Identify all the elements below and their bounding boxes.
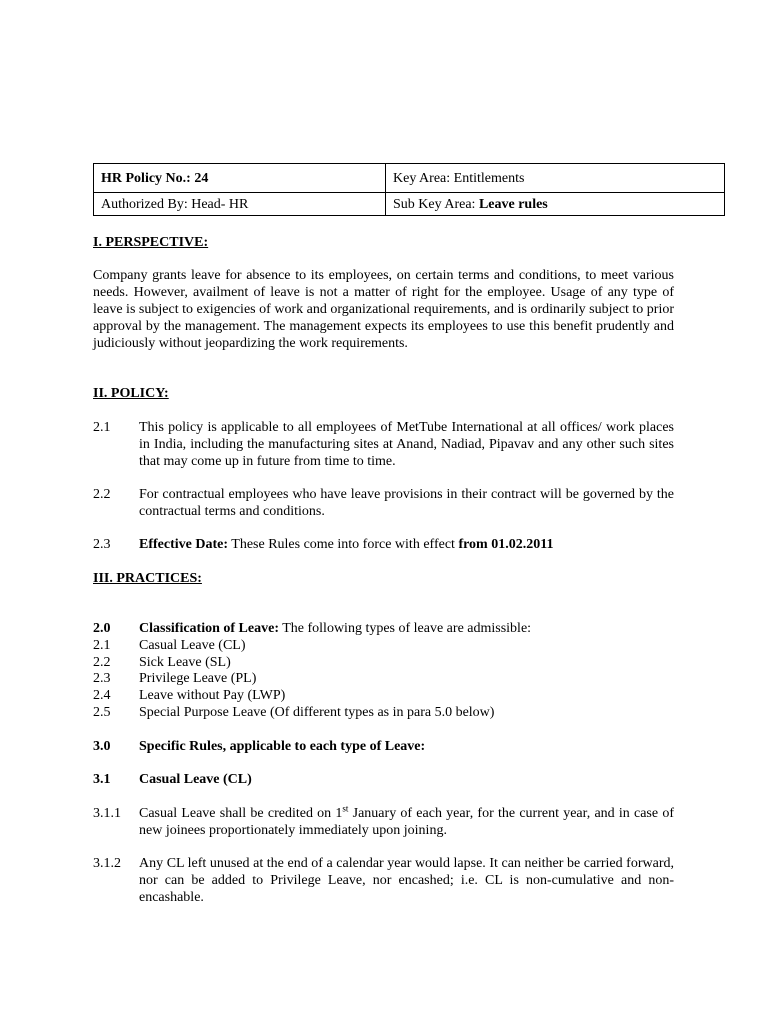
leave-type-item	[93, 687, 674, 704]
classification-text: The following types of leave are admissible:	[282, 621, 532, 636]
policy-item-number: 2.3	[93, 537, 111, 552]
leave-type-text: Sick Leave (SL)	[139, 655, 231, 670]
specific-rules-heading	[93, 738, 674, 755]
classification-of-leave	[93, 620, 674, 637]
authorized-by-cell	[94, 193, 386, 216]
key-area-cell	[386, 164, 725, 193]
sub-key-area-label: Sub Key Area:	[393, 196, 476, 212]
rule-text-start: Casual Leave shall be credited on 1	[139, 806, 343, 821]
leave-type-text: Special Purpose Leave (Of different types as in para 5.0 below)	[139, 705, 495, 720]
policy-item-effective-date	[93, 536, 674, 553]
rule-item	[93, 805, 674, 839]
policy-number-label: HR Policy No.:	[101, 170, 191, 186]
leave-type-item	[93, 704, 674, 721]
classification-line	[139, 620, 674, 637]
rule-number: 3.1.2	[93, 856, 121, 871]
policy-item	[93, 486, 674, 520]
effective-date-value: from 01.02.2011	[458, 537, 554, 552]
policy-number-cell	[94, 164, 386, 193]
rule-text	[139, 805, 674, 839]
policy-header-table	[93, 163, 725, 216]
leave-type-text: Casual Leave (CL)	[139, 638, 246, 653]
perspective-paragraph: Company grants leave for absence to its employees, on certain terms and conditions, to meet various needs. However, availment of leave is not a matter of right for the employee. Usage of any type of leave is subject to exigencies of work and organizational requirements, and is ordinarily subject to prior approval by the management. The management expects its employees to use this benefit prudently and judiciously without jeopardizing the work requirements.	[93, 268, 674, 351]
practices-heading: III. PRACTICES:	[93, 571, 202, 586]
sub-key-area-value: Leave rules	[478, 196, 548, 212]
casual-leave-heading	[93, 771, 674, 788]
authorized-by-value: Head- HR	[191, 196, 249, 212]
leave-type-number: 2.2	[93, 655, 111, 670]
rule-number: 3.1.1	[93, 806, 121, 821]
authorized-by-label: Authorized By:	[101, 196, 188, 212]
header-row-1	[94, 164, 725, 193]
key-area-label: Key Area:	[393, 170, 451, 186]
effective-date-line	[139, 536, 674, 553]
policy-heading: II. POLICY:	[93, 386, 169, 401]
effective-date-label: Effective Date:	[139, 537, 229, 552]
policy-item	[93, 419, 674, 470]
policy-item-number: 2.2	[93, 487, 111, 502]
policy-item-text: For contractual employees who have leave provisions in their contract will be governed by the contractual terms and conditions.	[139, 487, 674, 519]
leave-type-item	[93, 637, 674, 654]
specific-rules-number: 3.0	[93, 739, 111, 754]
leave-type-text: Privilege Leave (PL)	[139, 671, 257, 686]
casual-leave-number: 3.1	[93, 772, 111, 787]
perspective-heading: I. PERSPECTIVE:	[93, 235, 209, 250]
leave-type-number: 2.1	[93, 638, 111, 653]
leave-type-number: 2.4	[93, 688, 111, 703]
rule-text-end: January of each year, for the current year, and in case of new joinees proportionately immediately upon joining.	[139, 806, 674, 838]
leave-type-text: Leave without Pay (LWP)	[139, 688, 286, 703]
policy-item-number: 2.1	[93, 420, 111, 435]
leave-type-item	[93, 670, 674, 687]
policy-number-value: 24	[194, 170, 209, 186]
policy-item-text: This policy is applicable to all employees of MetTube International at all offices/ work places in India, including the manufacturing sites at Anand, Nadiad, Pipavav and any other such sites that may come up in future from time to time.	[139, 420, 674, 469]
leave-type-number: 2.5	[93, 705, 111, 720]
classification-number: 2.0	[93, 621, 111, 636]
specific-rules-text: Specific Rules, applicable to each type of Leave:	[139, 739, 426, 754]
classification-label: Classification of Leave:	[139, 621, 279, 636]
casual-leave-title: Casual Leave (CL)	[139, 772, 252, 787]
header-row-2	[94, 193, 725, 216]
leave-type-item	[93, 654, 674, 671]
key-area-value: Entitlements	[453, 170, 525, 186]
effective-date-text: These Rules come into force with effect	[231, 537, 455, 552]
sub-key-area-cell	[386, 193, 725, 216]
rule-text: Any CL left unused at the end of a calendar year would lapse. It can neither be carried forward, nor can be added to Privilege Leave, nor encashed; i.e. CL is non-cumulative and non-encashable.	[139, 856, 674, 905]
ordinal-suffix: st	[342, 803, 349, 814]
leave-type-number: 2.3	[93, 671, 111, 686]
rule-item	[93, 855, 674, 906]
